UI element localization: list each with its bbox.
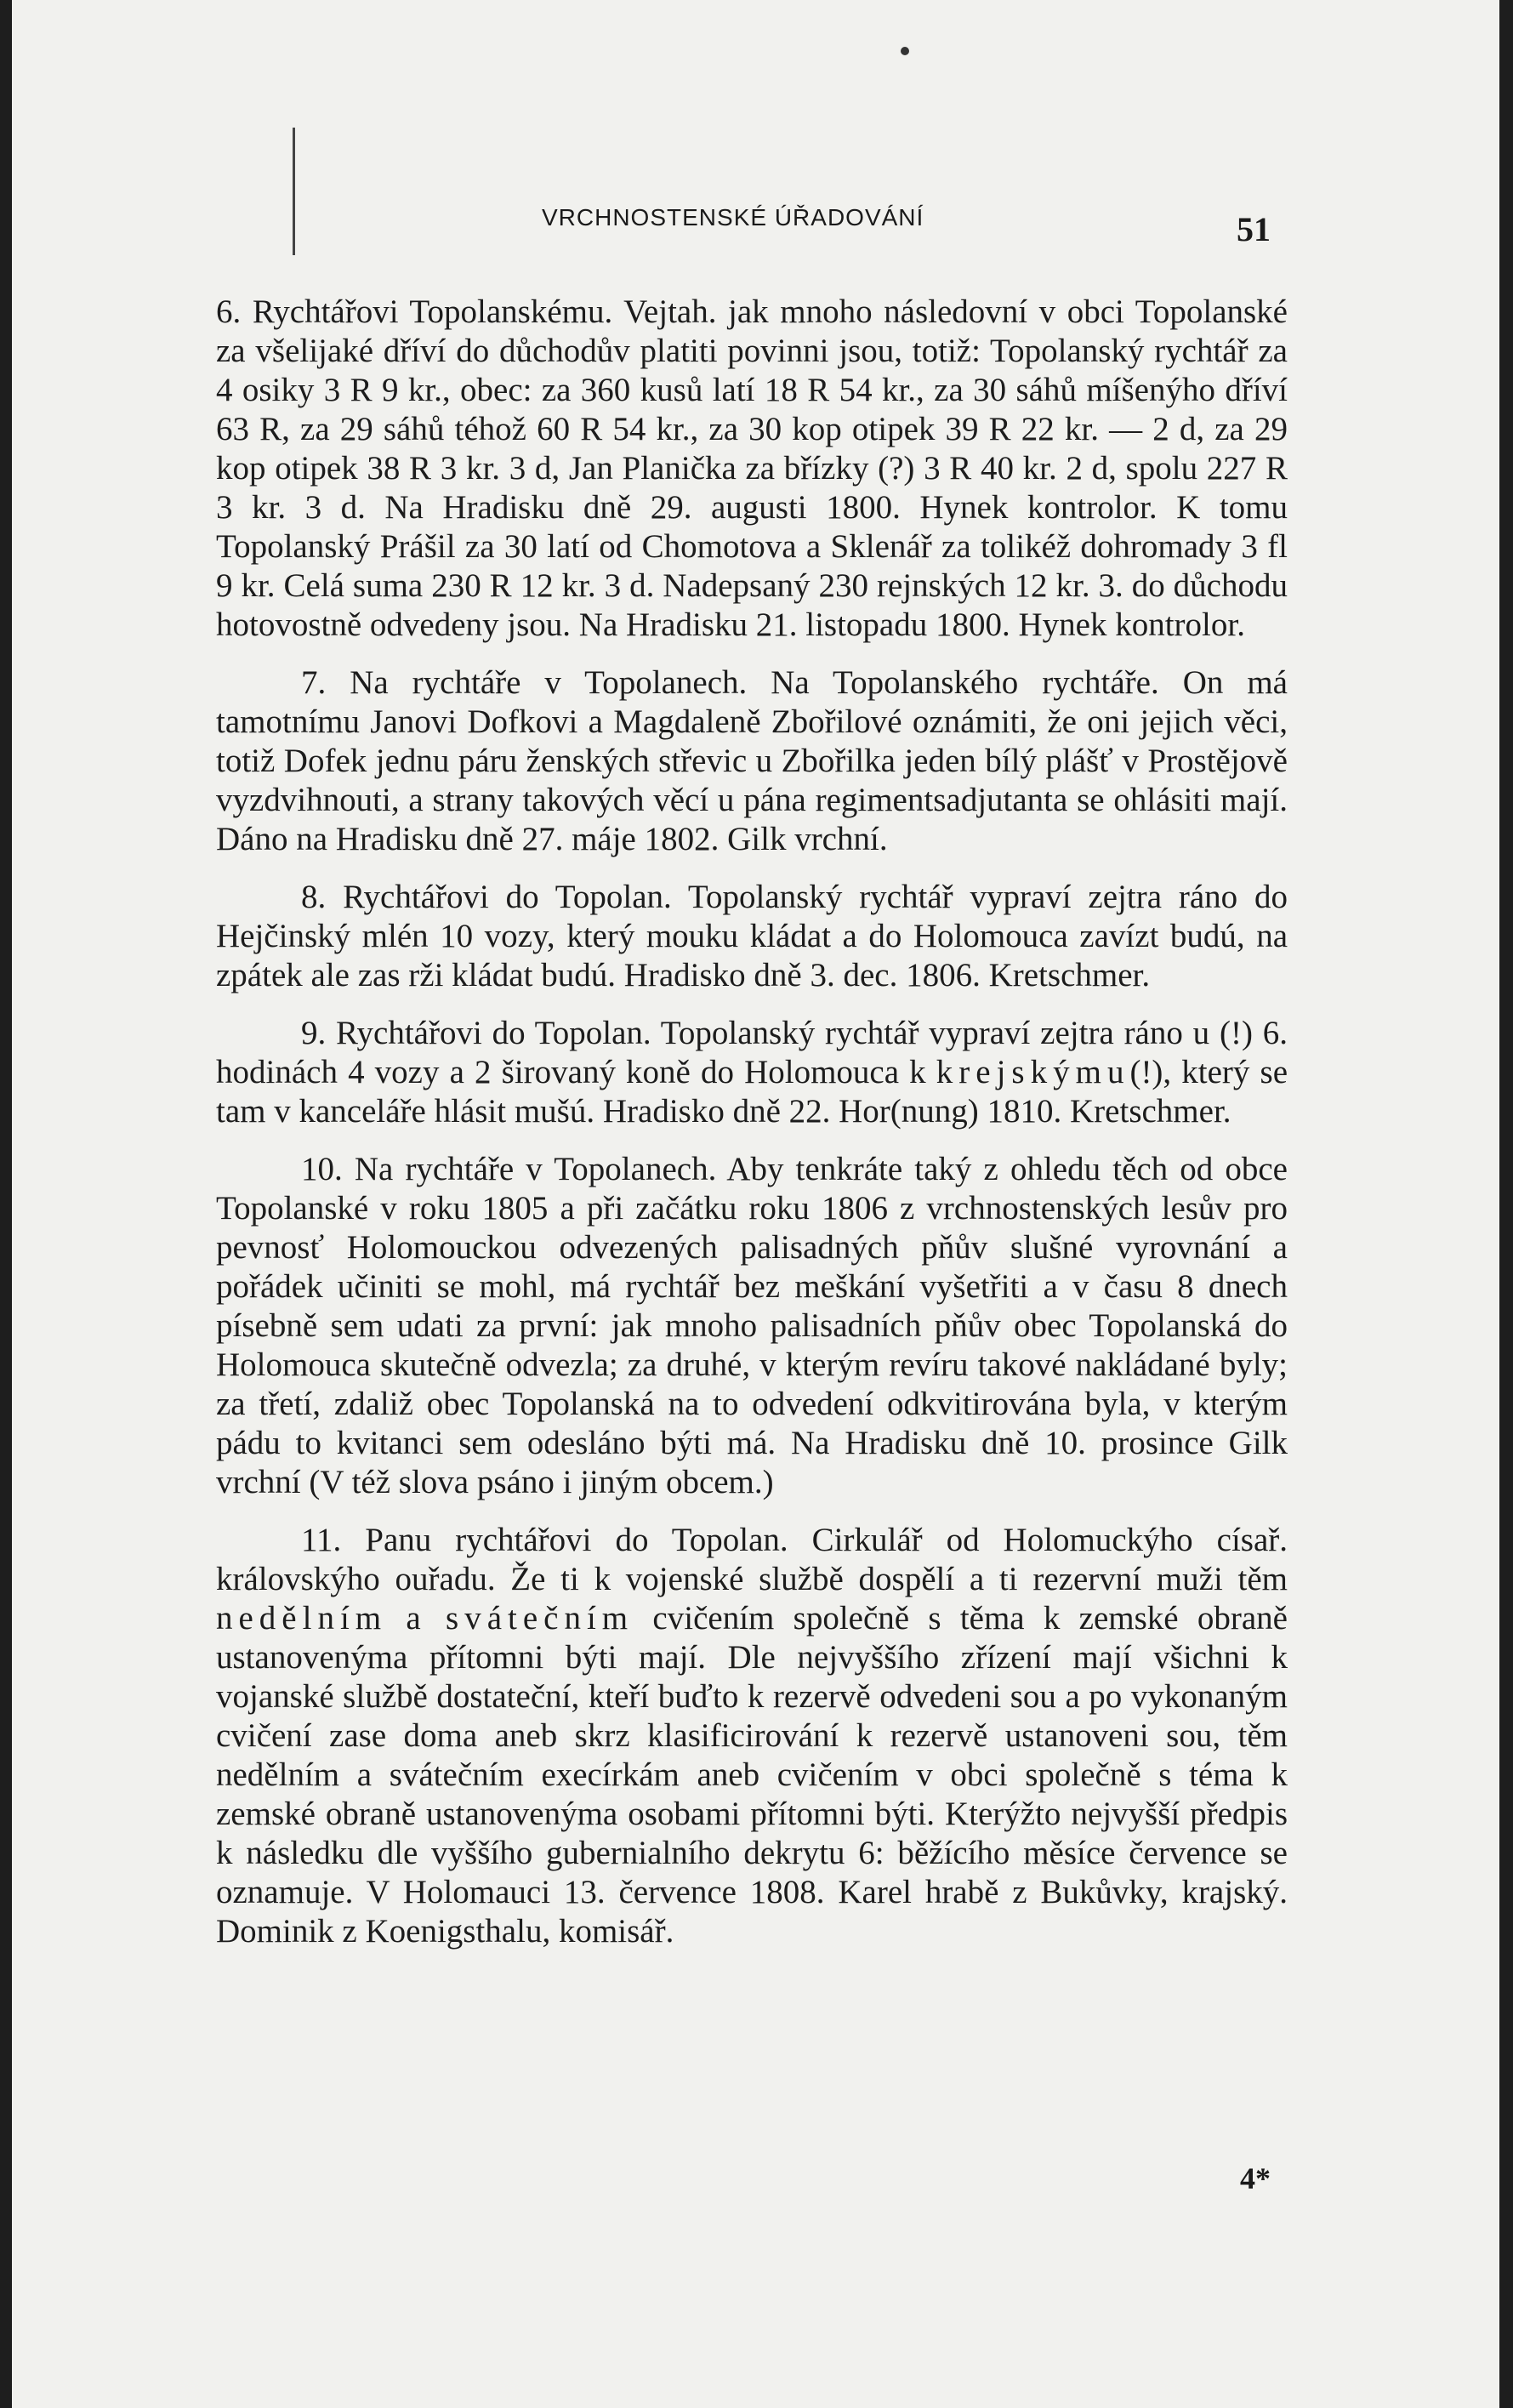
- spaced-word: a: [406, 1600, 427, 1637]
- paragraph-10: 10. Na rychtáře v Topolanech. Aby tenkráte taký z ohledu těch od obce Topolanské v roku 1805 a při začátku roku 1806 z vrchnostenských lesův pro pevnosť Holomouckou odvezených palisadných pňův slušné vyrovnání a pořádek učiniti se mohl, má rychtář bez meškání vyšetřiti a v času 8 dnech písebně sem udati za první: jak mnoho palisadních pňův obec Topolanská do Holomouca skutečně odvezla; za druhé, v kterým revíru takové nakládané byly; za třetí, zdaliž obec Topolanská na to odvedení odkvitirována byla, v kterým pádu to kvitanci sem odesláno býti má. Na Hradisku dně 10. prosince Gilk vrchní (V též slova psáno i jiným obcem.): [216, 1151, 1288, 1500]
- paragraph-9: [216, 1014, 1288, 1131]
- paragraph-9-text-end: (!), který se tam v kanceláře hlásit mušú. Hradisko dně 22. Hor(nung) 1810. Kretschmer.: [216, 1054, 1288, 1130]
- ink-speck: [901, 47, 909, 55]
- body-text: [216, 293, 1288, 1970]
- page-number: 51: [1237, 210, 1271, 248]
- paragraph-9-text: 9. Rychtářovi do Topolan. Topolanský rychtář vypraví zejtra ráno u (!) 6. hodinách 4 vozy a 2 širovaný koně do Holomouca k: [216, 1015, 1288, 1090]
- gutter-line: [293, 128, 295, 255]
- spaced-word: svátečním: [446, 1600, 634, 1637]
- spaced-word: nedělním: [216, 1600, 388, 1637]
- running-header: VRCHNOSTENSKÉ ÚŘADOVÁNÍ: [542, 204, 924, 231]
- paragraph-11: [216, 1521, 1288, 1951]
- paragraph-11-text-end: cvičením společně s těma k zemské obraně ustanovenýma přítomni býti mají. Dle nejvyššího zřízení mají všichni k vojanské službě dostateční, kteří buďto k rezervě odvedeni sou a po vykonaným cvičení zase doma aneb skrz klasificirování k rezervě ustanoveni sou, těm nedělním a svátečním execírkám aneb cvičením v obci společně s téma k zemské obraně ustanovenýma osobami přítomni býti. Kterýžto nejvyšší předpis k následku dle vyššího gubernialního dekrytu 6: běžícího měsíce července se oznamuje. V Holomauci 13. července 1808. Karel hrabě z Bukůvky, krajský. Dominik z Koenigsthalu, komisář.: [216, 1600, 1288, 1950]
- signature-mark: 4*: [1240, 2161, 1271, 2195]
- paragraph-11-text: 11. Panu rychtářovi do Topolan. Cirkulář od Holomuckýho císař. královskýho ouřadu. Že ti k vojenské službě dospělí a ti rezervní muži těm: [216, 1522, 1288, 1597]
- paragraph-7: 7. Na rychtáře v Topolanech. Na Topolanského rychtáře. On má tamotnímu Janovi Dofkovi a Magdaleně Zbořilové oznámiti, že oni jejich věci, totiž Dofek jednu páru ženských střevic u Zbořilka jeden bílý plášť v Prostějově vyzdvihnouti, a strany takových věcí u pána regimentsadjutanta se ohlásiti mají. Dáno na Hradisku dně 27. máje 1802. Gilk vrchní.: [216, 664, 1288, 857]
- paragraph-8: 8. Rychtářovi do Topolan. Topolanský rychtář vypraví zejtra ráno do Hejčinský mlén 10 vozy, který mouku kládat a do Holomouca zavízt budú, na zpátek ale zas rži kládat budú. Hradisko dně 3. dec. 1806. Kretschmer.: [216, 879, 1288, 993]
- spaced-word: krejskýmu: [936, 1054, 1130, 1090]
- book-page: [12, 0, 1499, 2408]
- paragraph-6: 6. Rychtářovi Topolanskému. Vejtah. jak mnoho následovní v obci Topolanské za všelijaké dříví do důchodův platiti povinni jsou, totiž: Topolanský rychtář za 4 osiky 3 R 9 kr., obec: za 360 kusů latí 18 R 54 kr., za 30 sáhů míšenýho dříví 63 R, za 29 sáhů téhož 60 R 54 kr., za 30 kop otipek 39 R 22 kr. — 2 d, za 29 kop otipek 38 R 3 kr. 3 d, Jan Planička za břízky (?) 3 R 40 kr. 2 d, spolu 227 R 3 kr. 3 d. Na Hradisku dně 29. augusti 1800. Hynek kontrolor. K tomu Topolanský Prášil za 30 latí od Chomotova a Sklenář za tolikéž dohromady 3 fl 9 kr. Celá suma 230 R 12 kr. 3 d. Nadepsaný 230 rejnských 12 kr. 3. do důchodu hotovostně odvedeny jsou. Na Hradisku 21. listopadu 1800. Hynek kontrolor.: [216, 293, 1288, 643]
